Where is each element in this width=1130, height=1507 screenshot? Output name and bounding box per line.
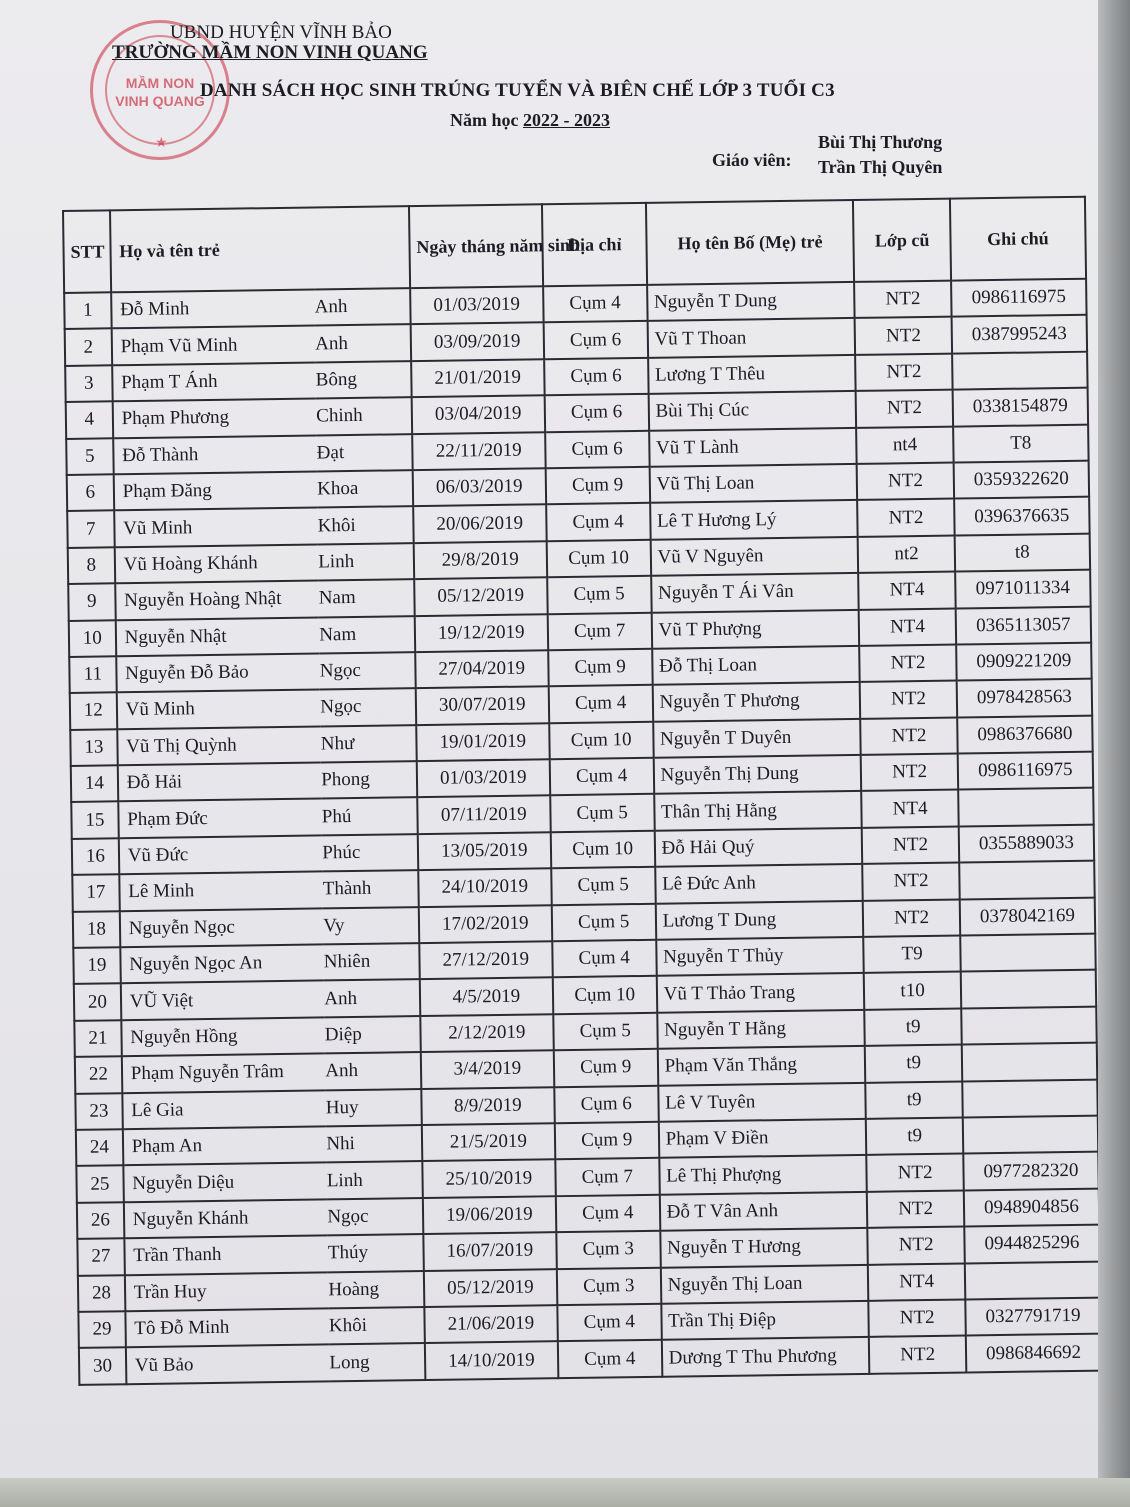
teacher-name: Bùi Thị Thương (818, 132, 943, 152)
address-cell: Cụm 4 (556, 1195, 660, 1233)
old-class-cell: nt4 (856, 426, 953, 464)
given-name-cell: Ngọc (320, 652, 416, 690)
school-name: TRƯỜNG MẦM NON VINH QUANG (112, 42, 428, 63)
name-cell: Nguyễn Nhật (115, 617, 319, 656)
given-name-cell: Anh (324, 980, 420, 1018)
stt-cell: 27 (77, 1238, 124, 1275)
given-name-cell: Bông (315, 361, 411, 399)
name-cell: Phạm Vũ Minh (111, 326, 315, 365)
address-cell: Cụm 4 (549, 758, 653, 796)
stt-cell: 4 (66, 401, 113, 438)
address-cell: Cụm 5 (551, 867, 655, 905)
stt-cell: 15 (71, 802, 118, 839)
name-cell: Tô Đỗ Minh (125, 1308, 329, 1347)
old-class-cell: NT2 (854, 281, 951, 319)
name-cell: Nguyễn Diệu (123, 1163, 327, 1202)
old-class-cell: NT4 (862, 790, 959, 828)
col-dob: Ngày tháng năm sinh (409, 204, 543, 288)
given-name-cell: Khôi (329, 1307, 425, 1345)
dob-cell: 06/03/2019 (413, 468, 546, 506)
address-cell: Cụm 9 (545, 467, 649, 505)
dob-cell: 29/8/2019 (414, 541, 547, 579)
given-name-cell: Vy (323, 907, 419, 945)
old-class-cell: NT2 (869, 1336, 966, 1374)
old-class-cell: t10 (864, 972, 961, 1010)
table-header-row (63, 197, 1086, 293)
parent-cell: Dương T Thu Phương (661, 1337, 869, 1376)
name-cell: Vũ Thị Quỳnh (117, 726, 321, 765)
dob-cell: 19/06/2019 (423, 1196, 556, 1234)
address-cell: Cụm 9 (555, 1122, 659, 1160)
note-cell: 0387995243 (952, 315, 1088, 353)
address-cell: Cụm 4 (552, 940, 656, 978)
name-cell: Phạm An (123, 1126, 327, 1165)
parent-cell: Nguyễn T Thủy (656, 937, 864, 976)
address-cell: Cụm 4 (543, 285, 647, 323)
old-class-cell: NT4 (868, 1263, 965, 1301)
stt-cell: 19 (73, 947, 120, 984)
old-class-cell: NT2 (869, 1299, 966, 1337)
old-class-cell: NT2 (861, 754, 958, 792)
address-cell: Cụm 5 (553, 1013, 657, 1051)
name-cell: Vũ Bảo (126, 1345, 330, 1384)
old-class-cell: NT2 (868, 1227, 965, 1265)
stt-cell: 13 (70, 729, 117, 766)
parent-cell: Lương T Thêu (648, 355, 856, 394)
address-cell: Cụm 5 (552, 903, 656, 941)
dob-cell: 27/04/2019 (415, 650, 548, 688)
name-cell: Vũ Minh (116, 690, 320, 729)
teacher-label: Giáo viên: (712, 150, 792, 170)
name-cell: Trần Thanh (124, 1236, 328, 1275)
given-name-cell: Nhiên (324, 943, 420, 981)
note-cell: 0338154879 (953, 388, 1089, 426)
given-name-cell: Nam (318, 579, 414, 617)
parent-cell: Nguyễn T Duyên (653, 719, 861, 758)
page-edge (1098, 0, 1130, 1507)
given-name-cell: Huy (326, 1089, 422, 1127)
old-class-cell: NT2 (861, 717, 958, 755)
stt-cell: 17 (72, 875, 119, 912)
note-cell: 0909221209 (956, 643, 1092, 681)
stt-cell: 9 (68, 583, 115, 620)
note-cell (959, 861, 1095, 899)
given-name-cell: Anh (315, 325, 411, 363)
name-cell: Nguyễn Hoàng Nhật (115, 581, 319, 620)
given-name-cell: Chinh (316, 397, 412, 435)
parent-cell: Vũ T Thảo Trang (656, 973, 864, 1012)
parent-cell: Nguyễn T Dung (647, 282, 855, 321)
dob-cell: 30/07/2019 (416, 687, 549, 725)
given-name-cell: Khôi (317, 506, 413, 544)
parent-cell: Thân Thị Hằng (654, 791, 862, 830)
dob-cell: 17/02/2019 (419, 905, 552, 943)
dob-cell: 2/12/2019 (420, 1014, 553, 1052)
name-cell: Vũ Hoàng Khánh (114, 544, 318, 583)
old-class-cell: T9 (864, 936, 961, 974)
old-class-cell: NT2 (855, 353, 952, 391)
given-name-cell: Khoa (317, 470, 413, 508)
note-cell (962, 1043, 1098, 1081)
note-cell: 0944825296 (964, 1225, 1100, 1263)
name-cell: Phạm Nguyễn Trâm (122, 1054, 326, 1093)
stt-cell: 10 (69, 620, 116, 657)
address-cell: Cụm 10 (549, 721, 653, 759)
parent-cell: Vũ T Lành (649, 427, 857, 466)
name-cell: Nguyễn Hồng (121, 1017, 325, 1056)
name-cell: Nguyễn Khánh (124, 1199, 328, 1238)
parent-cell: Lê Đức Anh (655, 864, 863, 903)
parent-cell: Đỗ Hải Quý (654, 828, 862, 867)
dob-cell: 05/12/2019 (414, 577, 547, 615)
note-cell (963, 1116, 1099, 1154)
given-name-cell: Phong (321, 761, 417, 799)
old-class-cell: NT4 (859, 608, 956, 646)
note-cell: 0986846692 (966, 1334, 1102, 1372)
stt-cell: 12 (70, 693, 117, 730)
given-name-cell: Anh (325, 1052, 421, 1090)
note-cell (952, 351, 1088, 389)
note-cell: 0327791719 (965, 1298, 1101, 1336)
dob-cell: 01/03/2019 (417, 759, 550, 797)
name-cell: VŨ Việt (121, 981, 325, 1020)
given-name-cell: Nhi (326, 1125, 422, 1163)
dob-cell: 25/10/2019 (422, 1160, 555, 1198)
seal-line-1: MẦM NON (125, 75, 195, 91)
note-cell: 0986376680 (957, 715, 1093, 753)
parent-cell: Đỗ T Vân Anh (659, 1192, 867, 1231)
dob-cell: 3/4/2019 (421, 1050, 554, 1088)
given-name-cell: Ngọc (320, 688, 416, 726)
parent-cell: Nguyễn T Hương (660, 1228, 868, 1267)
name-cell: Phạm Đăng (113, 471, 317, 510)
seal-line-2: VINH QUANG (115, 93, 205, 109)
dob-cell: 03/09/2019 (410, 323, 543, 361)
old-class-cell: NT2 (867, 1154, 964, 1192)
stt-cell: 11 (69, 656, 116, 693)
given-name-cell: Nam (319, 616, 415, 654)
note-cell: 0977282320 (963, 1152, 1099, 1190)
note-cell: 0971011334 (955, 570, 1091, 608)
address-cell: Cụm 6 (545, 430, 649, 468)
given-name-cell: Anh (314, 288, 410, 326)
col-address: Địa chỉ (542, 203, 647, 286)
note-cell (965, 1261, 1101, 1299)
old-class-cell: NT2 (857, 463, 954, 501)
name-cell: Nguyễn Ngọc An (120, 944, 324, 983)
name-cell: Vũ Đức (119, 835, 323, 874)
parent-cell: Phạm Văn Thắng (657, 1046, 865, 1085)
name-cell: Đỗ Hải (117, 763, 321, 802)
col-note: Ghi chú (950, 197, 1086, 281)
stt-cell: 24 (76, 1129, 123, 1166)
parent-cell: Trần Thị Điệp (661, 1301, 869, 1340)
note-cell: 0365113057 (956, 606, 1092, 644)
old-class-cell: NT2 (856, 390, 953, 428)
old-class-cell: NT2 (863, 899, 960, 937)
name-cell: Đỗ Minh (111, 289, 315, 328)
parent-cell: Lê T Hương Lý (650, 500, 858, 539)
parent-cell: Nguyễn Thị Loan (660, 1264, 868, 1303)
name-cell: Đỗ Thành (113, 435, 317, 474)
stt-cell: 22 (75, 1056, 122, 1093)
note-cell: 0948904856 (964, 1188, 1100, 1226)
stt-cell: 16 (72, 838, 119, 875)
note-cell (961, 1006, 1097, 1044)
note-cell: 0378042169 (960, 897, 1096, 935)
stt-cell: 20 (74, 984, 121, 1021)
stt-cell: 23 (75, 1093, 122, 1130)
name-cell: Lê Gia (122, 1090, 326, 1129)
note-cell (958, 788, 1094, 826)
old-class-cell: NT2 (863, 863, 960, 901)
parent-cell: Nguyễn T Phương (652, 682, 860, 721)
note-cell: 0986116975 (951, 279, 1087, 317)
note-cell (960, 934, 1096, 972)
address-cell: Cụm 7 (555, 1158, 659, 1196)
dob-cell: 13/05/2019 (418, 832, 551, 870)
address-cell: Cụm 4 (548, 685, 652, 723)
address-cell: Cụm 4 (558, 1340, 662, 1378)
address-cell: Cụm 6 (543, 321, 647, 359)
dob-cell: 01/03/2019 (410, 286, 543, 324)
parent-cell: Nguyễn T Ái Vân (651, 573, 859, 612)
school-year-range: 2022 - 2023 (523, 110, 610, 130)
given-name-cell: Phú (322, 798, 418, 836)
old-class-cell: nt2 (858, 535, 955, 573)
dob-cell: 4/5/2019 (420, 978, 553, 1016)
parent-cell: Đỗ Thị Loan (652, 646, 860, 685)
stt-cell: 5 (66, 438, 113, 475)
parent-cell: Vũ Thị Loan (649, 464, 857, 503)
given-name-cell: Đạt (316, 434, 412, 472)
address-cell: Cụm 10 (551, 831, 655, 869)
stt-cell: 2 (65, 329, 112, 366)
dob-cell: 21/06/2019 (424, 1305, 557, 1343)
dob-cell: 21/01/2019 (411, 359, 544, 397)
document-title: DANH SÁCH HỌC SINH TRÚNG TUYỂN VÀ BIÊN CHẾ LỚP 3 TUỔI C3 (200, 80, 835, 101)
stt-cell: 7 (67, 511, 114, 548)
note-cell: 0396376635 (954, 497, 1090, 535)
dob-cell: 03/04/2019 (411, 395, 544, 433)
old-class-cell: NT2 (862, 826, 959, 864)
student-table (62, 196, 1102, 1386)
star-icon: ★ (155, 136, 168, 151)
dob-cell: 22/11/2019 (412, 432, 545, 470)
old-class-cell: NT2 (867, 1190, 964, 1228)
dob-cell: 16/07/2019 (423, 1232, 556, 1270)
name-cell: Phạm Đức (118, 799, 322, 838)
address-cell: Cụm 10 (546, 540, 650, 578)
given-name-cell: Linh (318, 543, 414, 581)
parent-cell: Nguyễn T Hằng (657, 1010, 865, 1049)
old-class-cell: t9 (866, 1081, 963, 1119)
old-class-cell: t9 (866, 1117, 963, 1155)
name-cell: Phạm T Ánh (112, 362, 316, 401)
parent-cell: Nguyễn Thị Dung (653, 755, 861, 794)
name-cell: Nguyễn Đỗ Bảo (116, 653, 320, 692)
stt-cell: 21 (74, 1020, 121, 1057)
address-cell: Cụm 7 (547, 612, 651, 650)
dob-cell: 8/9/2019 (421, 1087, 554, 1125)
old-class-cell: t9 (865, 1008, 962, 1046)
col-stt: STT (63, 210, 111, 293)
school-year (450, 110, 610, 131)
stt-cell: 29 (78, 1311, 125, 1348)
address-cell: Cụm 3 (556, 1231, 660, 1269)
stt-cell: 25 (76, 1166, 123, 1203)
name-cell: Phạm Phương (112, 399, 316, 438)
address-cell: Cụm 4 (557, 1304, 661, 1342)
address-cell: Cụm 6 (544, 394, 648, 432)
dob-cell: 20/06/2019 (413, 505, 546, 543)
stt-cell: 30 (79, 1348, 126, 1385)
parent-cell: Vũ T Phượng (651, 609, 859, 648)
parent-cell: Phạm V Điền (658, 1119, 866, 1158)
note-cell (961, 970, 1097, 1008)
teacher-name: Trần Thị Quyên (818, 157, 943, 177)
name-cell: Nguyễn Ngọc (120, 908, 324, 947)
old-class-cell: NT4 (859, 572, 956, 610)
old-class-cell: NT2 (860, 681, 957, 719)
stt-cell: 6 (67, 474, 114, 511)
given-name-cell: Long (329, 1343, 425, 1381)
parent-cell: Vũ T Thoan (647, 318, 855, 357)
note-cell (962, 1079, 1098, 1117)
dob-cell: 07/11/2019 (417, 796, 550, 834)
stt-cell: 8 (68, 547, 115, 584)
dob-cell: 24/10/2019 (418, 868, 551, 906)
given-name-cell: Thúy (328, 1234, 424, 1272)
name-cell: Lê Minh (119, 872, 323, 911)
note-cell: 0986116975 (958, 752, 1094, 790)
given-name-cell: Phúc (322, 834, 418, 872)
parent-cell: Bùi Thị Cúc (648, 391, 856, 430)
stt-cell: 1 (64, 292, 111, 329)
old-class-cell: NT2 (860, 644, 957, 682)
note-cell: T8 (953, 424, 1089, 462)
given-name-cell: Như (321, 725, 417, 763)
stt-cell: 26 (77, 1202, 124, 1239)
parent-cell: Vũ V Nguyên (650, 537, 858, 576)
note-cell: 0355889033 (959, 825, 1095, 863)
address-cell: Cụm 6 (544, 358, 648, 396)
given-name-cell: Diệp (325, 1016, 421, 1054)
old-class-cell: t9 (865, 1045, 962, 1083)
address-cell: Cụm 4 (546, 503, 650, 541)
dob-cell: 19/12/2019 (415, 614, 548, 652)
note-cell: t8 (955, 533, 1091, 571)
note-cell: 0359322620 (954, 461, 1090, 499)
stt-cell: 28 (78, 1275, 125, 1312)
name-cell: Trần Huy (125, 1272, 329, 1311)
school-year-label: Năm học (450, 110, 523, 130)
address-cell: Cụm 5 (550, 794, 654, 832)
note-cell: 0978428563 (957, 679, 1093, 717)
name-cell: Vũ Minh (114, 508, 318, 547)
stt-cell: 14 (71, 765, 118, 802)
address-cell: Cụm 3 (557, 1267, 661, 1305)
given-name-cell: Hoàng (328, 1271, 424, 1309)
given-name-cell: Linh (327, 1161, 423, 1199)
old-class-cell: NT2 (855, 317, 952, 355)
background-surface (0, 1478, 1130, 1507)
address-cell: Cụm 10 (553, 976, 657, 1014)
dob-cell: 05/12/2019 (424, 1269, 557, 1307)
old-class-cell: NT2 (857, 499, 954, 537)
organization-name: UBND HUYỆN VĨNH BẢO (170, 22, 392, 43)
stt-cell: 18 (73, 911, 120, 948)
dob-cell: 27/12/2019 (419, 941, 552, 979)
address-cell: Cụm 5 (547, 576, 651, 614)
given-name-cell: Ngọc (327, 1198, 423, 1236)
dob-cell: 14/10/2019 (425, 1342, 558, 1380)
stt-cell: 3 (65, 365, 112, 402)
parent-cell: Lê Thị Phượng (659, 1155, 867, 1194)
address-cell: Cụm 9 (548, 649, 652, 687)
parent-cell: Lê V Tuyên (658, 1082, 866, 1121)
parent-cell: Lương T Dung (655, 901, 863, 940)
col-name: Họ và tên trẻ (110, 206, 410, 292)
given-name-cell: Thành (323, 870, 419, 908)
dob-cell: 19/01/2019 (416, 723, 549, 761)
col-old-class: Lớp cũ (853, 199, 951, 282)
col-parent: Họ tên Bố (Mẹ) trẻ (646, 200, 855, 285)
dob-cell: 21/5/2019 (422, 1123, 555, 1161)
address-cell: Cụm 9 (554, 1049, 658, 1087)
address-cell: Cụm 6 (554, 1085, 658, 1123)
